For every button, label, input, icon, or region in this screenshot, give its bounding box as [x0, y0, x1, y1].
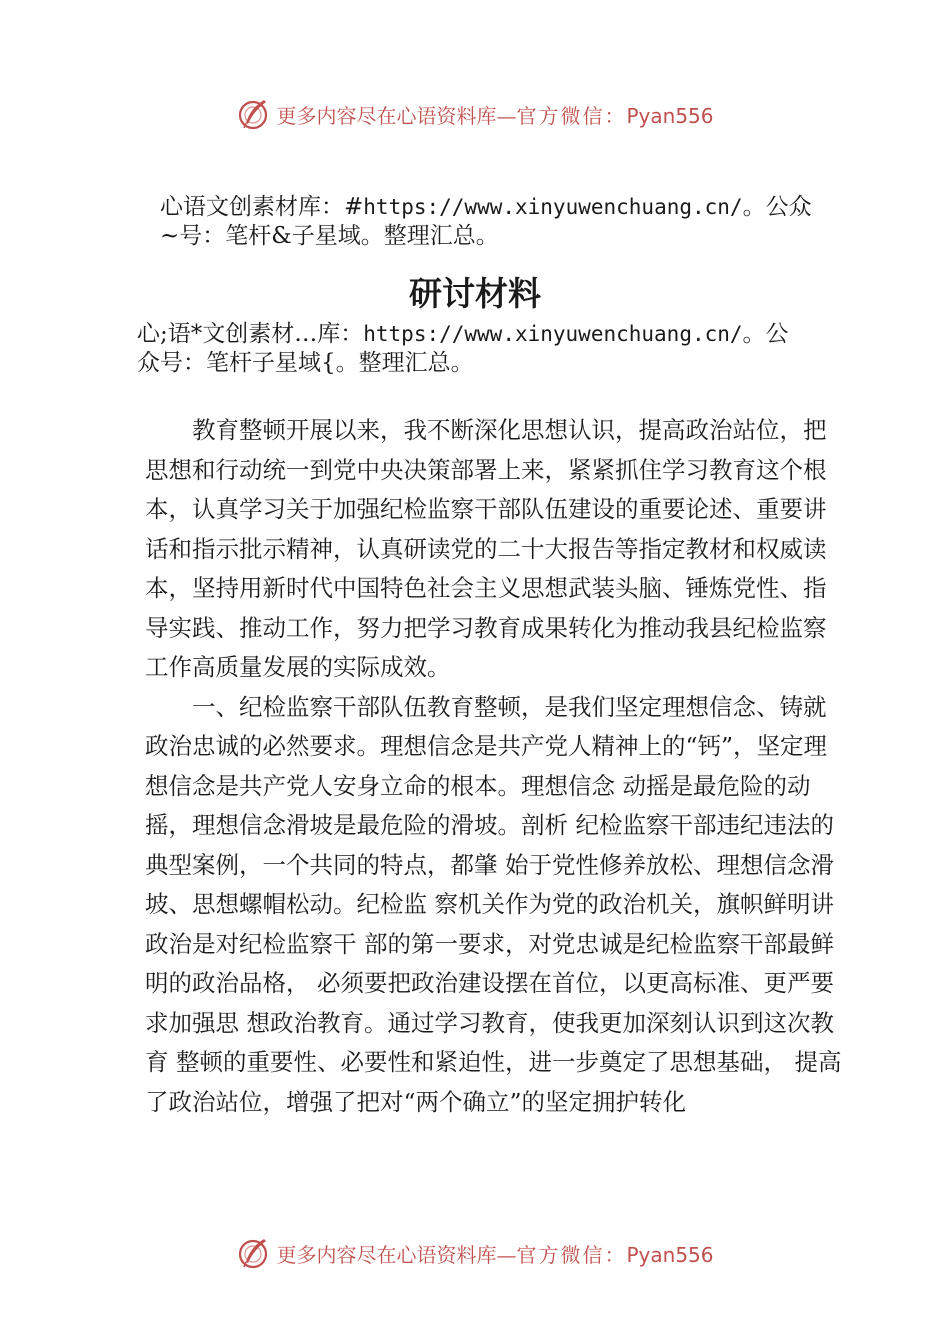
sub-note-line-1 [137, 320, 789, 349]
bottom-banner [0, 1233, 950, 1273]
banner-wechat-label: 官方微信： [516, 1242, 627, 1267]
banner-wechat-id: Pyan556 [626, 103, 714, 128]
banner-dash: — [496, 103, 517, 128]
banner-site: 更多内容尽在心语资料库 [276, 103, 497, 128]
banner-wechat-id: Pyan556 [626, 1242, 714, 1267]
banner-wechat-label: 官方微信： [516, 103, 627, 128]
sub-note-suffix: 。公 [742, 321, 789, 347]
sub-note-line-2: 众号：笔杆子星域{。整理汇总。 [137, 350, 474, 376]
banner-text [276, 100, 713, 129]
page-title: 研讨材料 [409, 274, 541, 313]
header-note-line-1 [160, 193, 812, 222]
paragraph-1: 教育整顿开展以来，我不断深化思想认识，提高政治站位，把思想和行动统一到党中央决策部署上来，紧紧抓住学习教育这个根本，认真学习关于加强纪检监察干部队伍建设的重要论述、重要讲话和指示批示精神，认真研读党的二十大报告等指定教材和权威读本，坚持用新时代中国特色社会主义思想武装头脑、锤炼党性、指导实践、推动工作，努力把学习教育成果转化为推动我县纪检监察工作高质量发展的实际成效。 [145, 416, 827, 681]
sub-note-prefix: 心;语*文创素材…库： [137, 321, 364, 347]
top-banner [0, 94, 950, 134]
banner-site: 更多内容尽在心语资料库 [276, 1242, 497, 1267]
quill-logo-icon [236, 1236, 270, 1270]
paragraph-2: 一、纪检监察干部队伍教育整顿，是我们坚定理想信念、铸就政治忠诚的必然要求。理想信念是共产党人精神上的“钙”，坚定理想信念是共产党人安身立命的根本。理想信念 动摇是最危险的动摇，理想信念滑坡是最危险的滑坡。剖析 纪检监察干部违纪违法的典型案例，一个共同的特点，都肇 始于党性修养放松、理想信念滑坡、思想螺帽松动。纪检监 察机关作为党的政治机关，旗帜鲜明讲政治是对纪检监察干 部的第一要求，对党忠诚是纪检监察干部最鲜明的政治品格， 必须要把政治建设摆在首位，以更高标准、更严要求加强思 想政治教育。通过学习教育，使我更加深刻认识到这次教育 整顿的重要性、必要性和紧迫性，进一步奠定了思想基础， 提高了政治站位，增强了把对“两个确立”的坚定拥护转化 [145, 692, 842, 1116]
banner-dash: — [496, 1242, 517, 1267]
banner-text [276, 1239, 713, 1268]
sub-note-url: https://www.xinyuwenchuang.cn/ [363, 322, 743, 346]
header-note-line-2: ~号：笔杆&子星域。整理汇总。 [160, 223, 499, 249]
quill-logo-icon [236, 97, 270, 131]
header-note-prefix: 心语文创素材库：# [160, 194, 364, 220]
body-text [145, 411, 845, 1122]
header-note-url: https://www.xinyuwenchuang.cn/ [363, 195, 743, 219]
header-note-suffix: 。公众 [742, 194, 812, 220]
